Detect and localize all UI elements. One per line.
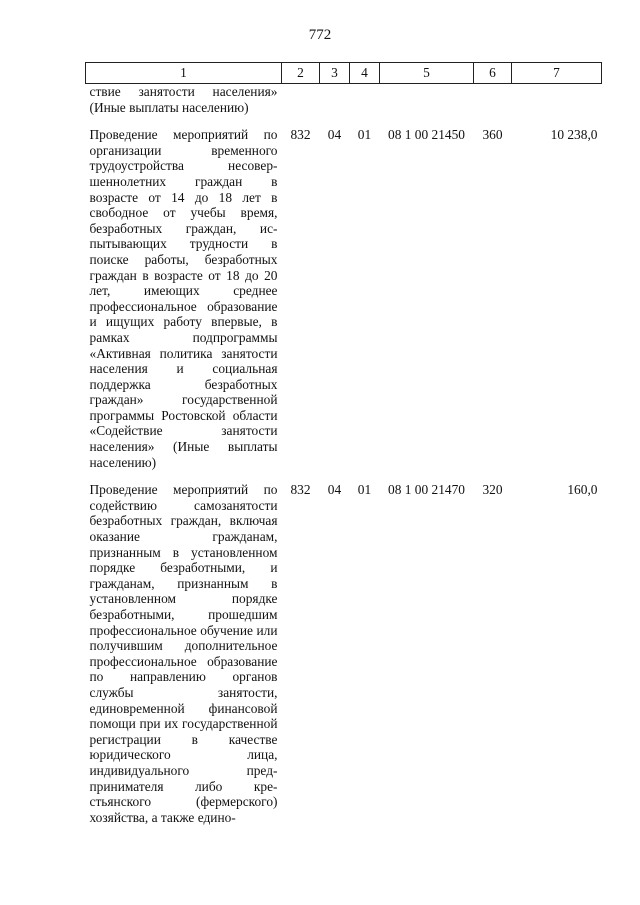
row-amount: 10 238,0: [550, 127, 598, 143]
row-description: Проведение мероприятий по организации временного трудоустройства несовершеннолетних граждан в возрасте от 14 до 18 лет в свободное от учебы время, безработных граждан, испытывающих трудности в поиске работы, безработных граждан в возрасте от 18 до 20 лет, имеющих среднее профессиональное образование и ищущих работу впервые, в рамках подпрограммы «Активная политика занятости населения и социальная поддержка безработных граждан» государственной программы Ростовской области «Содействие занятости населения» (Иные выплаты населению): [89, 127, 278, 470]
row-section-code: 04: [327, 127, 342, 143]
row-ministry-code: 832: [290, 127, 311, 143]
table-row: [86, 482, 602, 825]
row-description: ствие занятости населения» (Иные выплаты населению): [89, 84, 278, 115]
row-amount: 160,0: [567, 482, 598, 498]
row-expense-type: 360: [482, 127, 503, 143]
column-header: 3: [320, 63, 350, 84]
column-header: 5: [380, 63, 474, 84]
page-number: 772: [308, 27, 332, 43]
budget-table: [85, 62, 602, 825]
row-ministry-code: 832: [290, 482, 311, 498]
table-header-row: [86, 63, 602, 84]
row-subsection-code: 01: [357, 127, 372, 143]
column-header: 6: [474, 63, 512, 84]
table-row-continuation: [86, 84, 602, 128]
row-section-code: 04: [327, 482, 342, 498]
column-header: 1: [86, 63, 282, 84]
column-header: 2: [282, 63, 320, 84]
row-expense-type: 320: [482, 482, 503, 498]
row-subsection-code: 01: [357, 482, 372, 498]
row-target-article: 08 1 00 21450: [388, 127, 465, 143]
table-row: [86, 127, 602, 482]
column-header: 4: [350, 63, 380, 84]
row-description: Проведение мероприятий по содействию самозанятости безработных граждан, включая оказание гражданам, признанным в установленном порядке безработными, и гражданам, признанным в установленном порядке безработными, прошедшим профессиональное обучение или получившим дополнительное профессиональное образование по направлению органов службы занятости, единовременной финансовой помощи при их государственной регистрации в качестве юридического лица, индивидуального предпринимателя либо крестьянского (фермерского) хозяйства, а также едино-: [89, 482, 278, 825]
column-header: 7: [512, 63, 602, 84]
row-target-article: 08 1 00 21470: [388, 482, 465, 498]
